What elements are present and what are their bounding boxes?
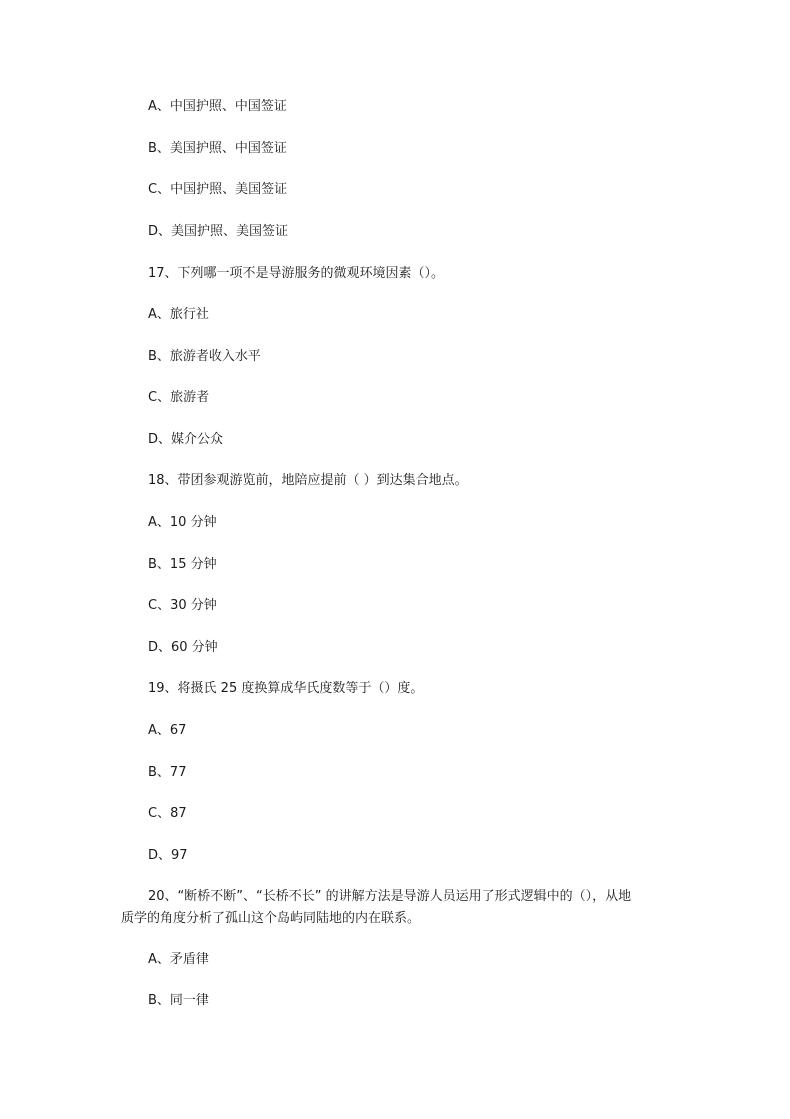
q16-option-d: D、美国护照、美国签证 xyxy=(148,224,289,239)
q16-option-c: C、中国护照、美国签证 xyxy=(148,182,288,197)
q18-option-a: A、10 分钟 xyxy=(148,515,217,530)
q19-option-c: C、87 xyxy=(148,806,187,821)
q16-option-a: A、中国护照、中国签证 xyxy=(148,99,287,114)
q18-stem: 18、带团参观游览前，地陪应提前（ ）到达集合地点。 xyxy=(148,473,468,488)
q17-option-d: D、媒介公众 xyxy=(148,432,224,447)
q19-option-b: B、77 xyxy=(148,765,187,780)
q17-stem: 17、下列哪一项不是导游服务的微观环境因素（）。 xyxy=(148,266,445,281)
q20-stem-line1: 20、“断桥不断”、“长桥不长” 的讲解方法是导游人员运用了形式逻辑中的（），从地 xyxy=(148,889,632,904)
q18-option-b: B、15 分钟 xyxy=(148,557,217,572)
q20-option-a: A、矛盾律 xyxy=(148,952,209,967)
q20-option-b: B、同一律 xyxy=(148,993,209,1008)
q17-option-a: A、旅行社 xyxy=(148,307,209,322)
q19-stem: 19、将摄氏 25 度换算成华氏度数等于（）度。 xyxy=(148,681,424,696)
q17-option-b: B、旅游者收入水平 xyxy=(148,349,261,364)
q17-option-c: C、旅游者 xyxy=(148,390,210,405)
q18-option-c: C、30 分钟 xyxy=(148,598,217,613)
q16-option-b: B、美国护照、中国签证 xyxy=(148,141,287,156)
q19-option-d: D、97 xyxy=(148,848,188,863)
q19-option-a: A、67 xyxy=(148,723,187,738)
q18-option-d: D、60 分钟 xyxy=(148,640,218,655)
q20-stem-line2: 质学的角度分析了孤山这个岛屿同陆地的内在联系。 xyxy=(121,911,421,926)
